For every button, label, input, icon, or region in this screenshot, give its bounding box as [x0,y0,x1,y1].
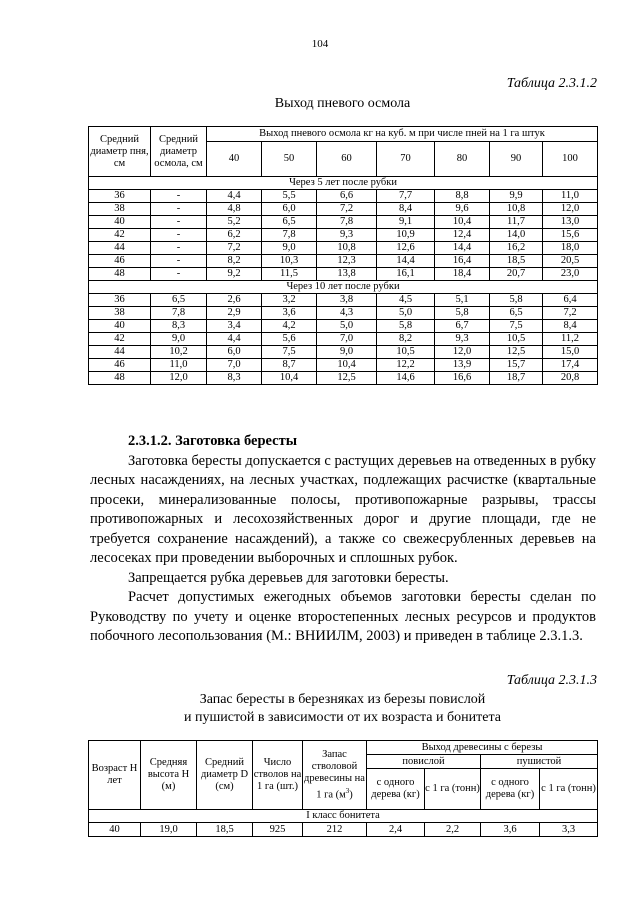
data-cell: 8,7 [262,359,317,372]
data-cell: 17,4 [543,359,598,372]
data-cell: 6,0 [262,203,317,216]
paragraph: Расчет допустимых ежегодных объемов заготовки бересты сделан по Руководству по учету и оценке второстепенных лесных ресурсов и продуктов побочного лесопользования (М.: ВНИИЛМ, 2003) и приведен в таблице 2.3.1.3. [90,589,596,644]
data-cell: - [151,242,207,255]
header-stems: Число стволов на 1 га (шт.) [253,741,303,810]
data-cell: 10,5 [490,333,543,346]
data-cell: 10,4 [435,216,490,229]
data-cell: 12,3 [317,255,377,268]
data-cell: 4,5 [377,294,435,307]
data-cell: 18,5 [490,255,543,268]
data-cell: 2,9 [207,307,262,320]
data-cell: 46 [89,359,151,372]
header-stock-close: ) [349,789,353,801]
data-cell: 12,5 [317,372,377,385]
data-cell: 2,4 [367,823,425,837]
table-row [89,307,598,320]
data-cell: - [151,190,207,203]
data-cell: 10,2 [151,346,207,359]
data-cell: 12,0 [151,372,207,385]
data-cell: 12,6 [377,242,435,255]
data-cell: 6,4 [543,294,598,307]
birch-bark-stock-table [88,740,598,837]
data-cell: 4,3 [317,307,377,320]
data-cell: 5,8 [435,307,490,320]
data-cell: 16,4 [435,255,490,268]
data-cell: 9,0 [262,242,317,255]
header-yield-group: Выход пневого осмола кг на куб. м при числе пней на 1 га штук [207,127,598,142]
data-cell: 7,8 [262,229,317,242]
data-cell: 12,5 [490,346,543,359]
data-cell: 18,0 [543,242,598,255]
data-cell: 40 [89,216,151,229]
data-cell: 11,0 [151,359,207,372]
data-cell: 10,9 [377,229,435,242]
data-cell: 212 [303,823,367,837]
data-cell: 8,2 [207,255,262,268]
data-cell: 5,2 [207,216,262,229]
data-cell: 36 [89,294,151,307]
header-count: 60 [317,142,377,177]
data-cell: 16,2 [490,242,543,255]
table2-title-line2: и пушистой в зависимости от их возраста и бонитета [184,710,501,725]
header-stock-text: Запас стволовой древесины на 1 га (м [304,748,365,801]
data-cell: 13,0 [543,216,598,229]
data-cell: 40 [89,823,141,837]
data-cell: 10,4 [262,372,317,385]
data-cell: 5,1 [435,294,490,307]
data-cell: 4,2 [262,320,317,333]
data-cell: 18,5 [197,823,253,837]
data-cell: 9,3 [317,229,377,242]
data-cell: 5,8 [377,320,435,333]
paragraph: Заготовка бересты допускается с растущих деревьев на отведенных в рубку лесных насаждениях, на лесных участках, подлежащих расчистке (квартальные просеки, минерализованные полосы, противопожарные разрывы, трассы противопожарных и лесохозяйственных дорог и другие площади, где не требуется сохранение насаждений), а также со свежесрубленных деревьев на лесосеках при проведении выборочных и сплошных рубок. [90,452,596,566]
data-cell: 9,9 [490,190,543,203]
data-cell: 14,0 [490,229,543,242]
data-cell: 925 [253,823,303,837]
data-cell: 9,1 [377,216,435,229]
data-cell: 3,6 [481,823,540,837]
data-cell: 2,2 [425,823,481,837]
data-cell: 7,2 [317,203,377,216]
data-cell: 10,4 [317,359,377,372]
data-cell: 9,2 [207,268,262,281]
data-cell: 7,7 [377,190,435,203]
data-cell: 9,6 [435,203,490,216]
data-cell: 8,4 [543,320,598,333]
header-per-tree: с одного дерева (кг) [481,769,540,810]
data-cell: 2,6 [207,294,262,307]
data-cell: 5,0 [377,307,435,320]
data-cell: 4,8 [207,203,262,216]
header-stump-diameter: Средний диаметр пня, см [89,127,151,177]
data-cell: 3,3 [540,823,598,837]
data-cell: 7,0 [317,333,377,346]
data-cell: 5,0 [317,320,377,333]
data-cell: 14,6 [377,372,435,385]
data-cell: 6,6 [317,190,377,203]
data-cell: 3,2 [262,294,317,307]
data-cell: 7,8 [151,307,207,320]
section-heading: 2.3.1.2. Заготовка бересты [128,433,298,449]
data-cell: 14,4 [435,242,490,255]
data-cell: 38 [89,203,151,216]
table-row [89,359,598,372]
data-cell: 8,8 [435,190,490,203]
data-cell: 20,8 [543,372,598,385]
data-cell: 11,0 [543,190,598,203]
header-per-ha: с 1 га (тонн) [540,769,598,810]
table2-label: Таблица 2.3.1.3 [506,673,597,688]
data-cell: 18,4 [435,268,490,281]
header-age: Возраст Н лет [89,741,141,810]
data-cell: 23,0 [543,268,598,281]
data-cell: 13,9 [435,359,490,372]
data-cell: 16,1 [377,268,435,281]
data-cell: 6,2 [207,229,262,242]
data-cell: 15,7 [490,359,543,372]
header-per-ha: с 1 га (тонн) [425,769,481,810]
header-count: 90 [490,142,543,177]
header-yield-group: Выход древесины с березы [367,741,598,755]
table-row [89,242,598,255]
section-row: Через 10 лет после рубки [89,281,598,294]
header-count: 80 [435,142,490,177]
data-cell: 44 [89,346,151,359]
data-cell: 40 [89,320,151,333]
data-cell: 16,6 [435,372,490,385]
table-row [89,333,598,346]
data-cell: 10,3 [262,255,317,268]
data-cell: 7,5 [262,346,317,359]
table-row [89,203,598,216]
data-cell: 3,8 [317,294,377,307]
data-cell: 10,8 [317,242,377,255]
table-row [89,346,598,359]
page-number: 104 [311,38,329,50]
data-cell: 7,5 [490,320,543,333]
data-cell: 19,0 [141,823,197,837]
data-cell: 36 [89,190,151,203]
data-cell: 48 [89,372,151,385]
table-row [89,229,598,242]
data-cell: 18,7 [490,372,543,385]
data-cell: 15,0 [543,346,598,359]
table-row [89,216,598,229]
data-cell: 12,2 [377,359,435,372]
data-cell: 11,2 [543,333,598,346]
data-cell: 8,3 [207,372,262,385]
data-cell: 42 [89,229,151,242]
data-cell: 4,4 [207,190,262,203]
data-cell: 7,2 [207,242,262,255]
data-cell: 3,6 [262,307,317,320]
data-cell: 7,8 [317,216,377,229]
data-cell: 42 [89,333,151,346]
data-cell: 15,6 [543,229,598,242]
data-cell: 3,4 [207,320,262,333]
data-cell: 5,8 [490,294,543,307]
data-cell: 6,5 [151,294,207,307]
data-cell: 8,4 [377,203,435,216]
header-count: 70 [377,142,435,177]
table-row [89,190,598,203]
header-stock-sup: 3 [345,786,350,795]
table-row [89,268,598,281]
header-pendula: повислой [367,755,481,769]
table-row [89,320,598,333]
data-cell: 20,7 [490,268,543,281]
table1-title: Выход пневого осмола [274,96,411,111]
section-row: Через 5 лет после рубки [89,177,598,190]
data-cell: 46 [89,255,151,268]
data-cell: 10,5 [377,346,435,359]
data-cell: 6,0 [207,346,262,359]
class-row: I класс бонитета [89,810,598,823]
data-cell: - [151,268,207,281]
data-cell: 8,3 [151,320,207,333]
data-cell: - [151,229,207,242]
header-count: 50 [262,142,317,177]
data-cell: 12,0 [435,346,490,359]
table-row [89,255,598,268]
data-cell: 5,6 [262,333,317,346]
table1-label: Таблица 2.3.1.2 [506,76,597,91]
data-cell: 9,3 [435,333,490,346]
data-cell: 10,8 [490,203,543,216]
header-height: Средняя высота Н (м) [141,741,197,810]
data-cell: 5,5 [262,190,317,203]
osmol-yield-table [88,126,598,385]
data-cell: 14,4 [377,255,435,268]
data-cell: 44 [89,242,151,255]
table2-title-line1: Запас бересты в березняках из березы повислой [199,692,486,707]
data-cell: 6,5 [490,307,543,320]
header-count: 40 [207,142,262,177]
data-cell: 12,4 [435,229,490,242]
data-cell: 11,7 [490,216,543,229]
data-cell: 11,5 [262,268,317,281]
paragraph: Запрещается рубка деревьев для заготовки бересты. [128,569,449,586]
data-cell: 6,5 [262,216,317,229]
header-stock [303,741,367,810]
section-body [90,432,596,647]
data-cell: 7,0 [207,359,262,372]
data-cell: - [151,216,207,229]
data-cell: - [151,255,207,268]
data-cell: 12,0 [543,203,598,216]
data-cell: 38 [89,307,151,320]
data-cell: 7,2 [543,307,598,320]
header-count: 100 [543,142,598,177]
header-pubescens: пушистой [481,755,598,769]
data-cell: - [151,203,207,216]
data-cell: 48 [89,268,151,281]
data-cell: 6,7 [435,320,490,333]
data-cell: 8,2 [377,333,435,346]
table-row [89,294,598,307]
header-per-tree: с одного дерева (кг) [367,769,425,810]
data-cell: 13,8 [317,268,377,281]
data-cell: 9,0 [317,346,377,359]
header-diameter: Средний диаметр D (см) [197,741,253,810]
header-osmol-diameter: Средний диаметр осмола, см [151,127,207,177]
data-cell: 9,0 [151,333,207,346]
data-cell: 20,5 [543,255,598,268]
table-row [89,372,598,385]
data-cell: 4,4 [207,333,262,346]
